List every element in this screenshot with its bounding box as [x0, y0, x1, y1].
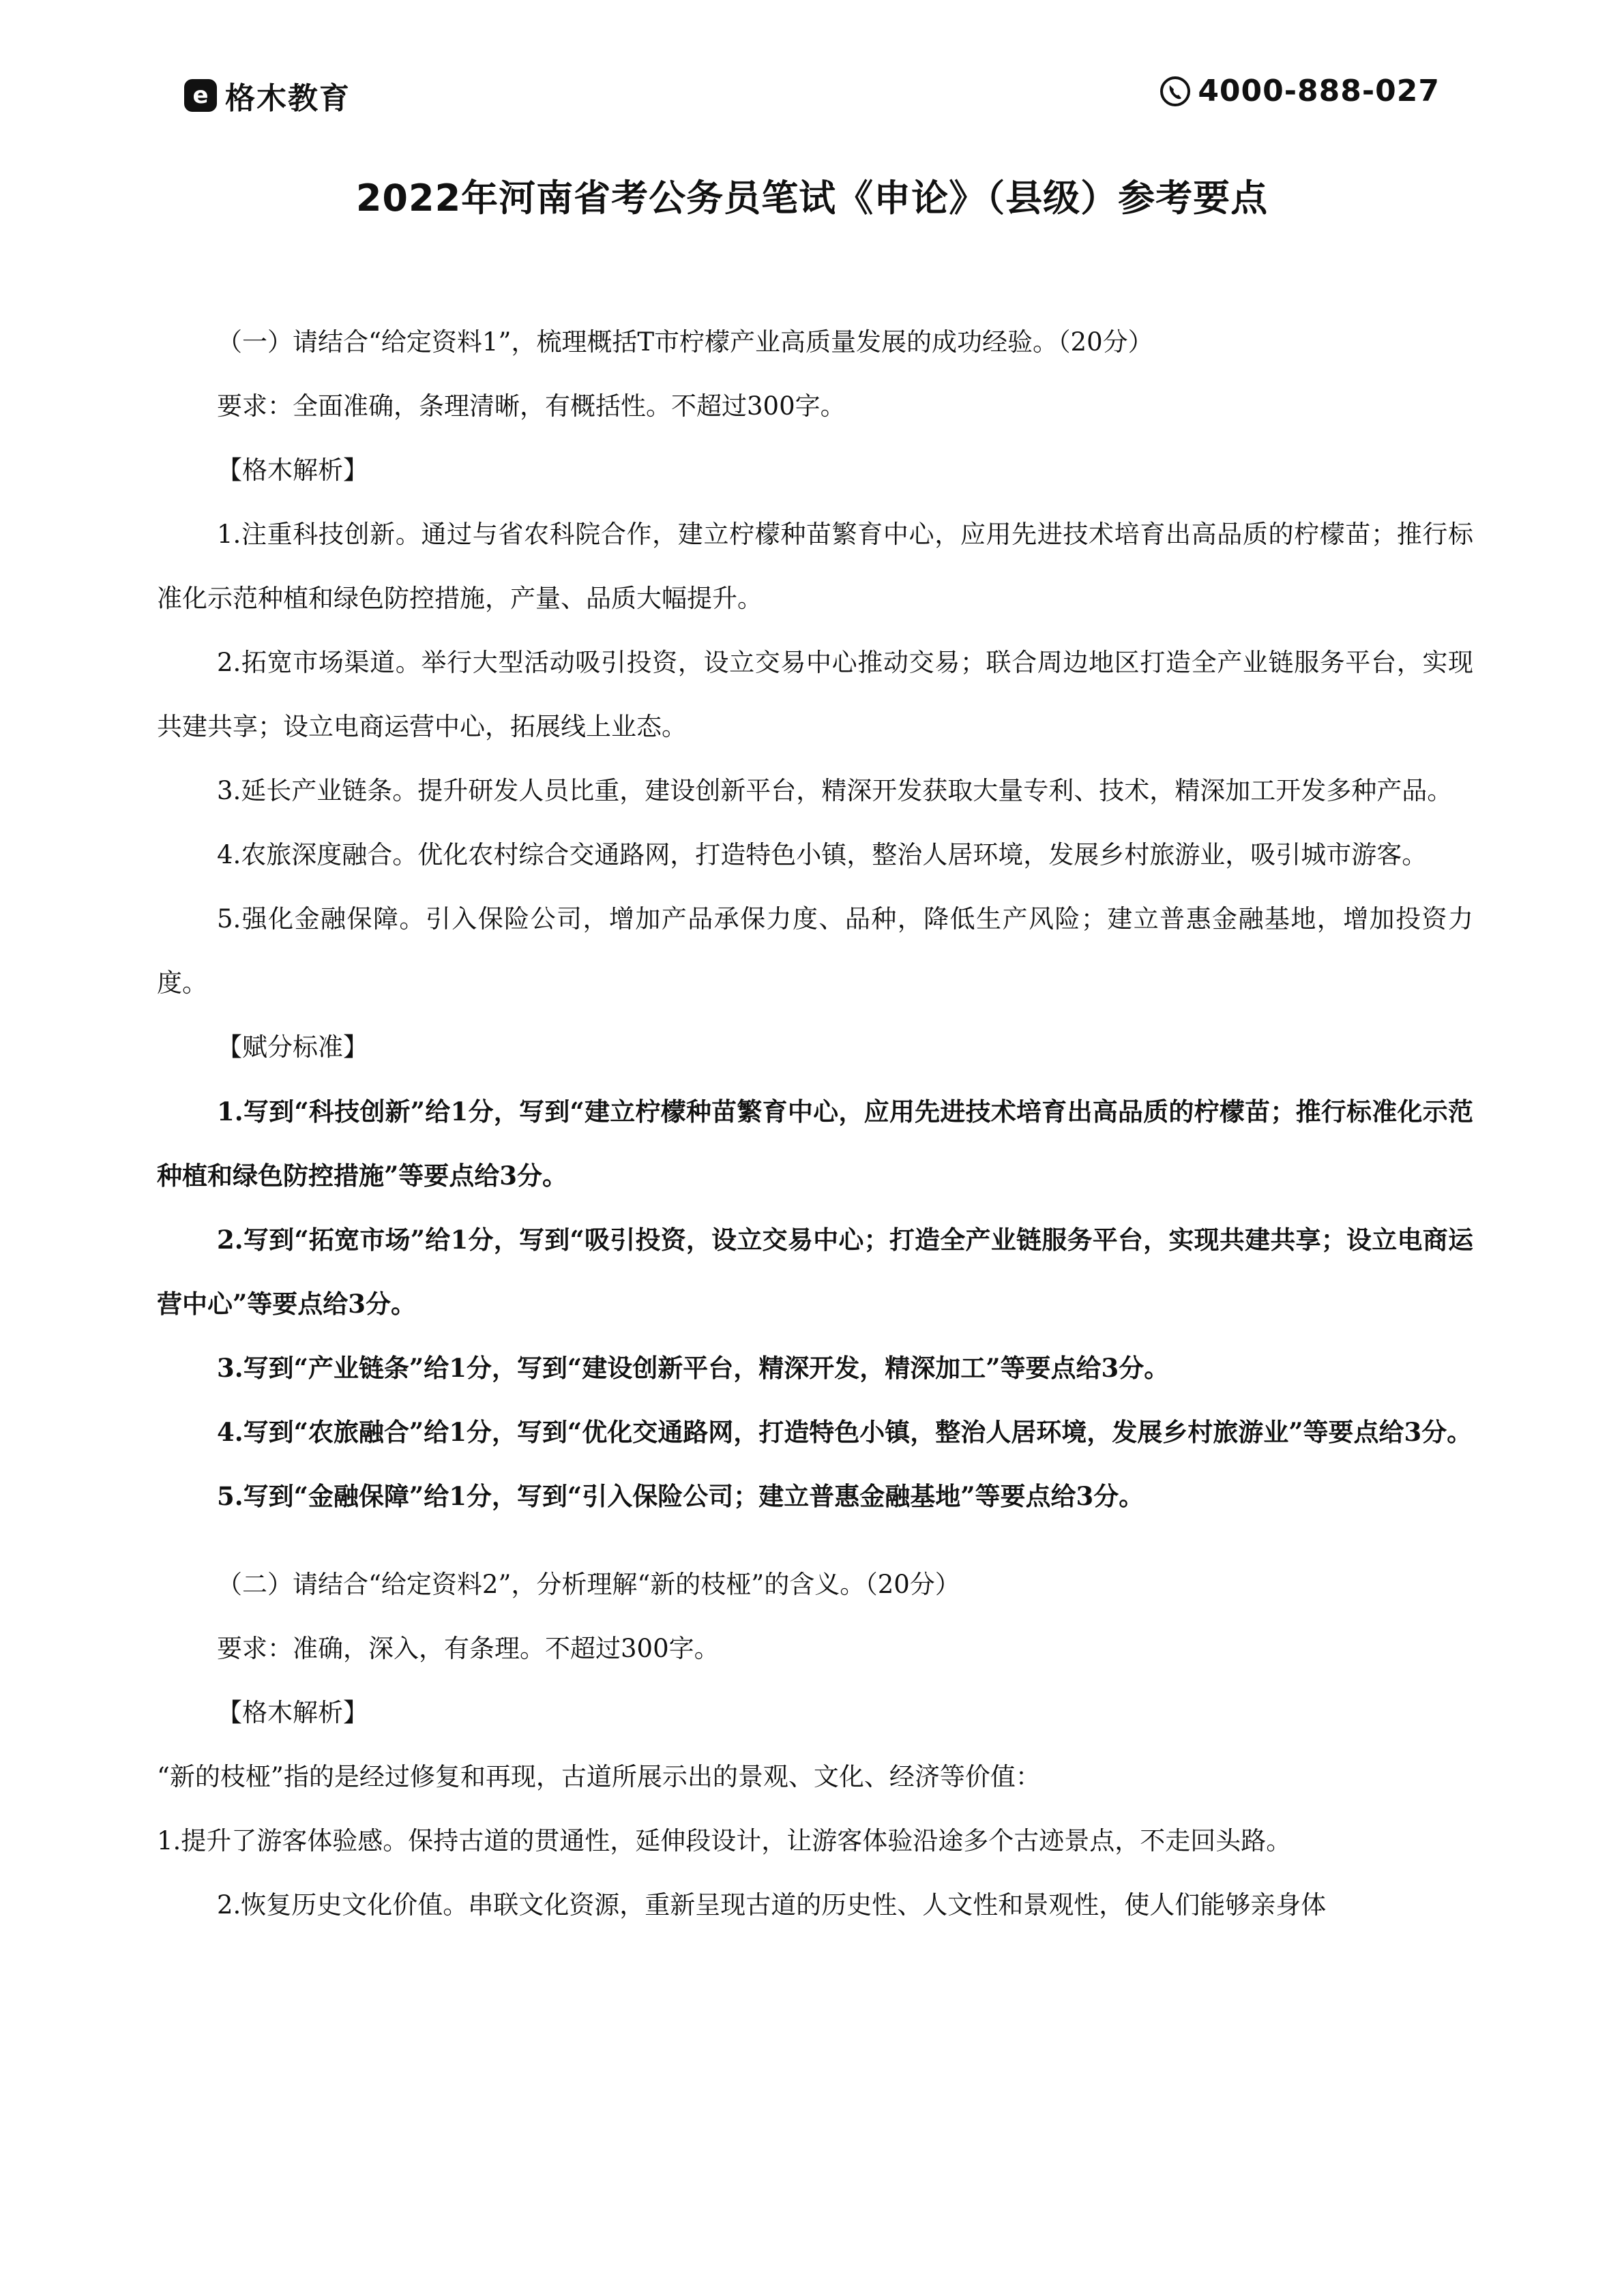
phone-icon	[1160, 76, 1191, 107]
contact-phone	[1160, 74, 1440, 108]
phone-number: 4000-888-027	[1198, 74, 1440, 108]
q2-question: （二）请结合“给定资料2”，分析理解“新的枝桠”的含义。（20分）	[217, 1570, 960, 1599]
brand-logo	[184, 74, 351, 117]
q2-point: 2.恢复历史文化价值。串联文化资源，重新呈现古道的历史性、人文性和景观性，使人们能够亲身体	[217, 1890, 1327, 1920]
e-logo-icon: e	[184, 79, 217, 112]
document-body	[157, 310, 1473, 1937]
page-header	[184, 74, 1440, 115]
q1-question: （一）请结合“给定资料1”，梳理概括T市柠檬产业高质量发展的成功经验。（20分）	[217, 327, 1153, 357]
q1-point: 4.农旅深度融合。优化农村综合交通路网，打造特色小镇，整治人居环境，发展乡村旅游业，吸引城市游客。	[217, 840, 1428, 869]
q1-analysis-heading: 【格木解析】	[217, 456, 368, 485]
q1-scoring-item: 3.写到“产业链条”给1分，写到“建设创新平台，精深开发，精深加工”等要点给3分。	[217, 1353, 1170, 1383]
q1-scoring-item: 1.写到“科技创新”给1分，写到“建立柠檬种苗繁育中心，应用先进技术培育出高品质的柠檬苗；推行标准化示范种植和绿色防控措施”等要点给3分。	[157, 1097, 1473, 1191]
q2-point: 1.提升了游客体验感。保持古道的贯通性，延伸段设计，让游客体验沿途多个古迹景点，不走回头路。	[157, 1826, 1292, 1855]
section-spacer	[157, 1528, 1473, 1553]
q1-point: 1.注重科技创新。通过与省农科院合作，建立柠檬种苗繁育中心，应用先进技术培育出高品质的柠檬苗；推行标准化示范种植和绿色防控措施，产量、品质大幅提升。	[157, 520, 1473, 613]
q1-point: 2.拓宽市场渠道。举行大型活动吸引投资，设立交易中心推动交易；联合周边地区打造全产业链服务平台，实现共建共享；设立电商运营中心，拓展线上业态。	[157, 648, 1473, 741]
q1-scoring-heading: 【赋分标准】	[217, 1032, 368, 1062]
q2-requirement: 要求：准确，深入，有条理。不超过300字。	[217, 1634, 720, 1663]
q1-scoring-item: 2.写到“拓宽市场”给1分，写到“吸引投资，设立交易中心；打造全产业链服务平台，实现共建共享；设立电商运营中心”等要点给3分。	[157, 1225, 1473, 1319]
q2-intro: “新的枝桠”指的是经过修复和再现，古道所展示出的景观、文化、经济等价值：	[157, 1762, 1041, 1791]
q1-requirement: 要求：全面准确，条理清晰，有概括性。不超过300字。	[217, 391, 846, 421]
brand-name: 格木教育	[225, 81, 351, 116]
q1-point: 3.延长产业链条。提升研发人员比重，建设创新平台，精深开发获取大量专利、技术，精深加工开发多种产品。	[217, 776, 1453, 805]
q1-scoring-item: 5.写到“金融保障”给1分，写到“引入保险公司；建立普惠金融基地”等要点给3分。	[217, 1481, 1145, 1511]
q1-scoring-item: 4.写到“农旅融合”给1分，写到“优化交通路网，打造特色小镇，整治人居环境，发展乡村旅游业”等要点给3分。	[217, 1417, 1473, 1447]
page-title: 2022年河南省考公务员笔试《申论》（县级）参考要点	[355, 177, 1269, 220]
q2-analysis-heading: 【格木解析】	[217, 1698, 368, 1727]
q1-point: 5.强化金融保障。引入保险公司，增加产品承保力度、品种，降低生产风险；建立普惠金融基地，增加投资力度。	[157, 904, 1473, 998]
